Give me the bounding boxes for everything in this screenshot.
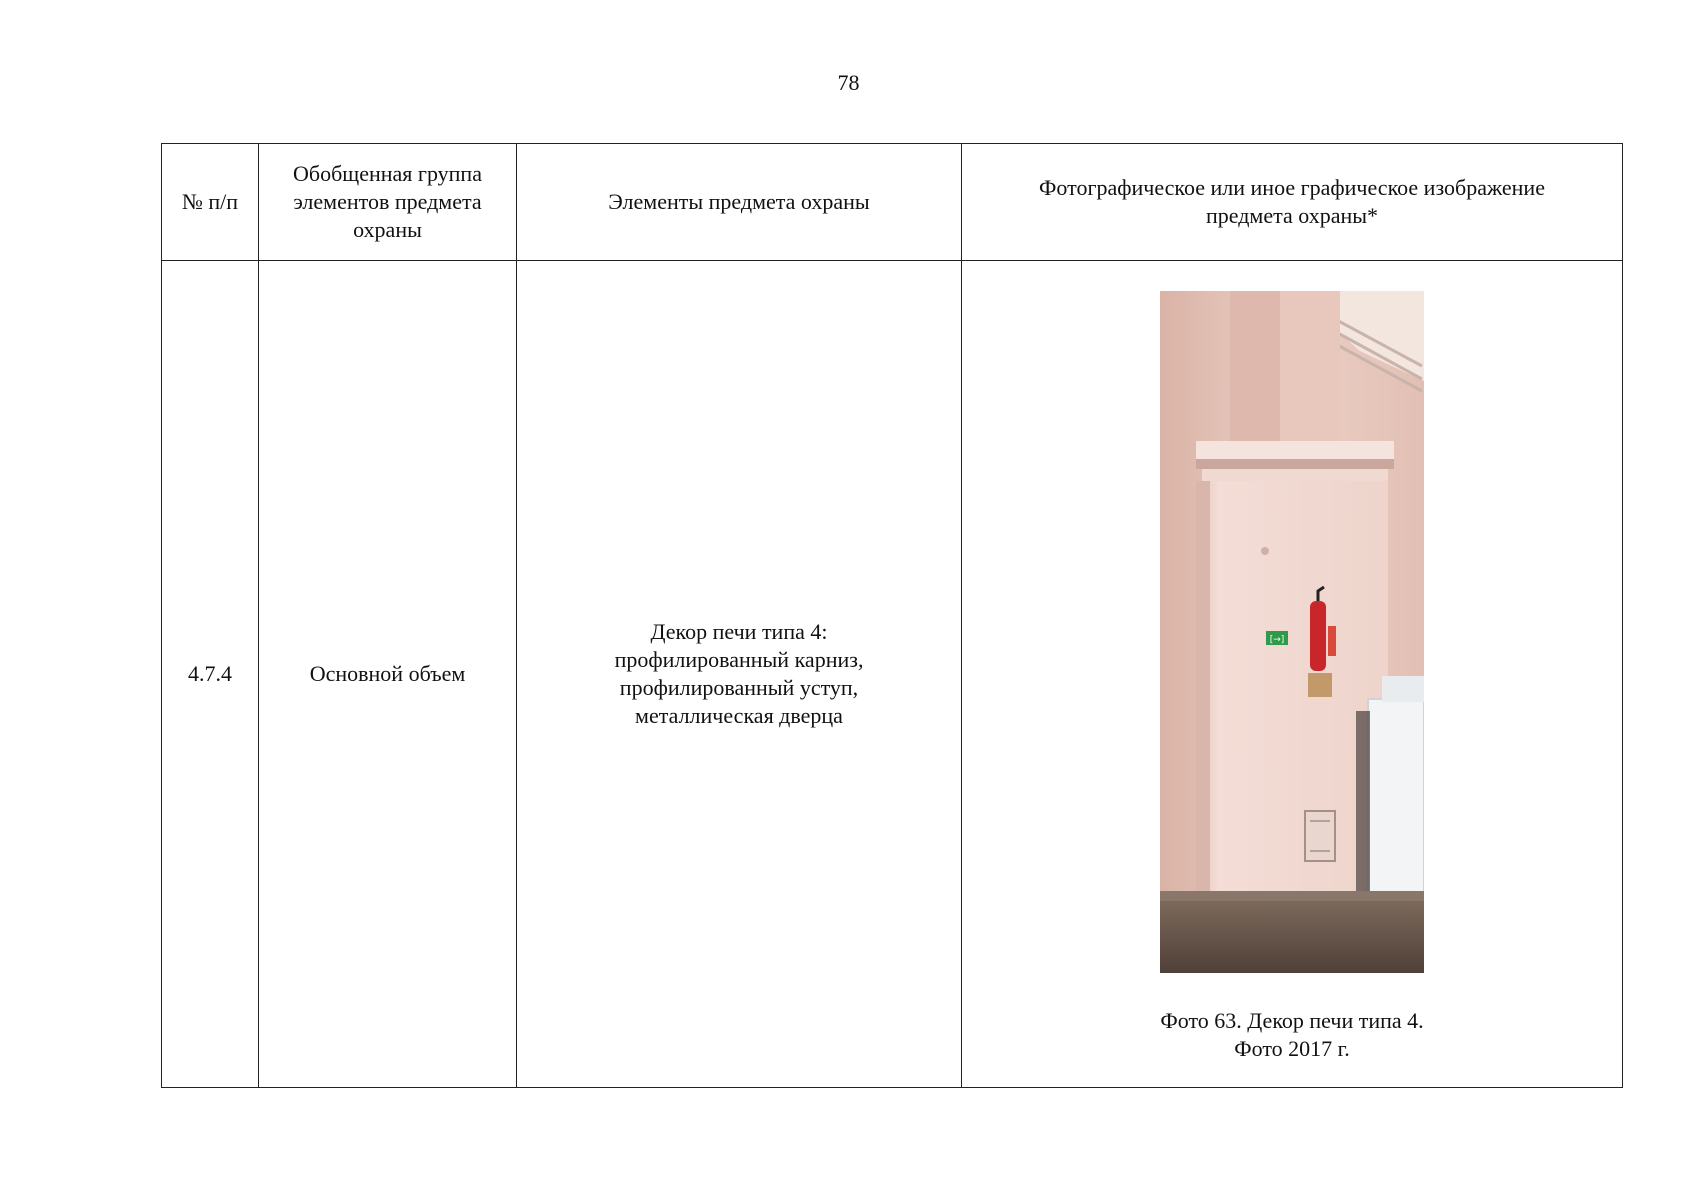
- stove-edge: [1196, 481, 1210, 901]
- extinguisher-bracket: [1308, 673, 1332, 697]
- row-num: [162, 261, 259, 1088]
- row-elements-line: Декор печи типа 4:: [650, 619, 828, 644]
- fridge: [1368, 699, 1424, 899]
- floor: [1160, 899, 1424, 973]
- extinguisher-label: [1328, 626, 1336, 656]
- header-photo-line: Фотографическое или иное графическое изображение: [1039, 175, 1545, 200]
- stove-photo-illustration: [1160, 291, 1424, 973]
- stove-ledge: [1202, 469, 1388, 481]
- photo-caption-line: Фото 63. Декор печи типа 4.: [1160, 1008, 1424, 1033]
- row-group-text: Основной объем: [309, 661, 466, 686]
- protection-elements-table: [161, 143, 1623, 1088]
- fire-extinguisher: [1310, 601, 1326, 671]
- header-elements-text: Элементы предмета охраны: [608, 189, 870, 214]
- header-group-line: элементов предмета: [293, 189, 482, 214]
- row-elements-line: металлическая дверца: [635, 703, 843, 728]
- header-group-line: Обобщенная группа: [293, 161, 482, 186]
- stove-cornice: [1196, 441, 1394, 459]
- header-elements: [517, 144, 962, 261]
- table-row: [162, 261, 1623, 1088]
- row-elements: [517, 261, 962, 1088]
- page-number: 78: [837, 70, 860, 95]
- photo-caption: [962, 1007, 1622, 1063]
- stove-cornice-shadow: [1196, 459, 1394, 469]
- header-group-line: охраны: [353, 217, 422, 242]
- stove-photo: [1160, 291, 1424, 973]
- row-group: [259, 261, 517, 1088]
- fridge-shadow: [1356, 711, 1370, 899]
- stove-metal-door: [1305, 811, 1335, 861]
- row-elements-line: профилированный карниз,: [614, 647, 864, 672]
- header-photo: [962, 144, 1623, 261]
- chimney-highlight: [1280, 291, 1340, 451]
- fridge-top: [1382, 676, 1424, 702]
- header-num-text: № п/п: [181, 189, 239, 214]
- wall-knob: [1261, 547, 1269, 555]
- header-group: [259, 144, 517, 261]
- row-num-text: 4.7.4: [188, 661, 232, 686]
- row-photo: [962, 261, 1623, 1088]
- row-elements-line: профилированный уступ,: [619, 675, 859, 700]
- baseboard: [1160, 891, 1424, 901]
- header-num: [162, 144, 259, 261]
- table-header-row: [162, 144, 1623, 261]
- header-photo-line: предмета охраны*: [1205, 203, 1379, 228]
- exit-sign-glyph: [→]: [1269, 635, 1285, 645]
- photo-caption-line: Фото 2017 г.: [1234, 1036, 1350, 1061]
